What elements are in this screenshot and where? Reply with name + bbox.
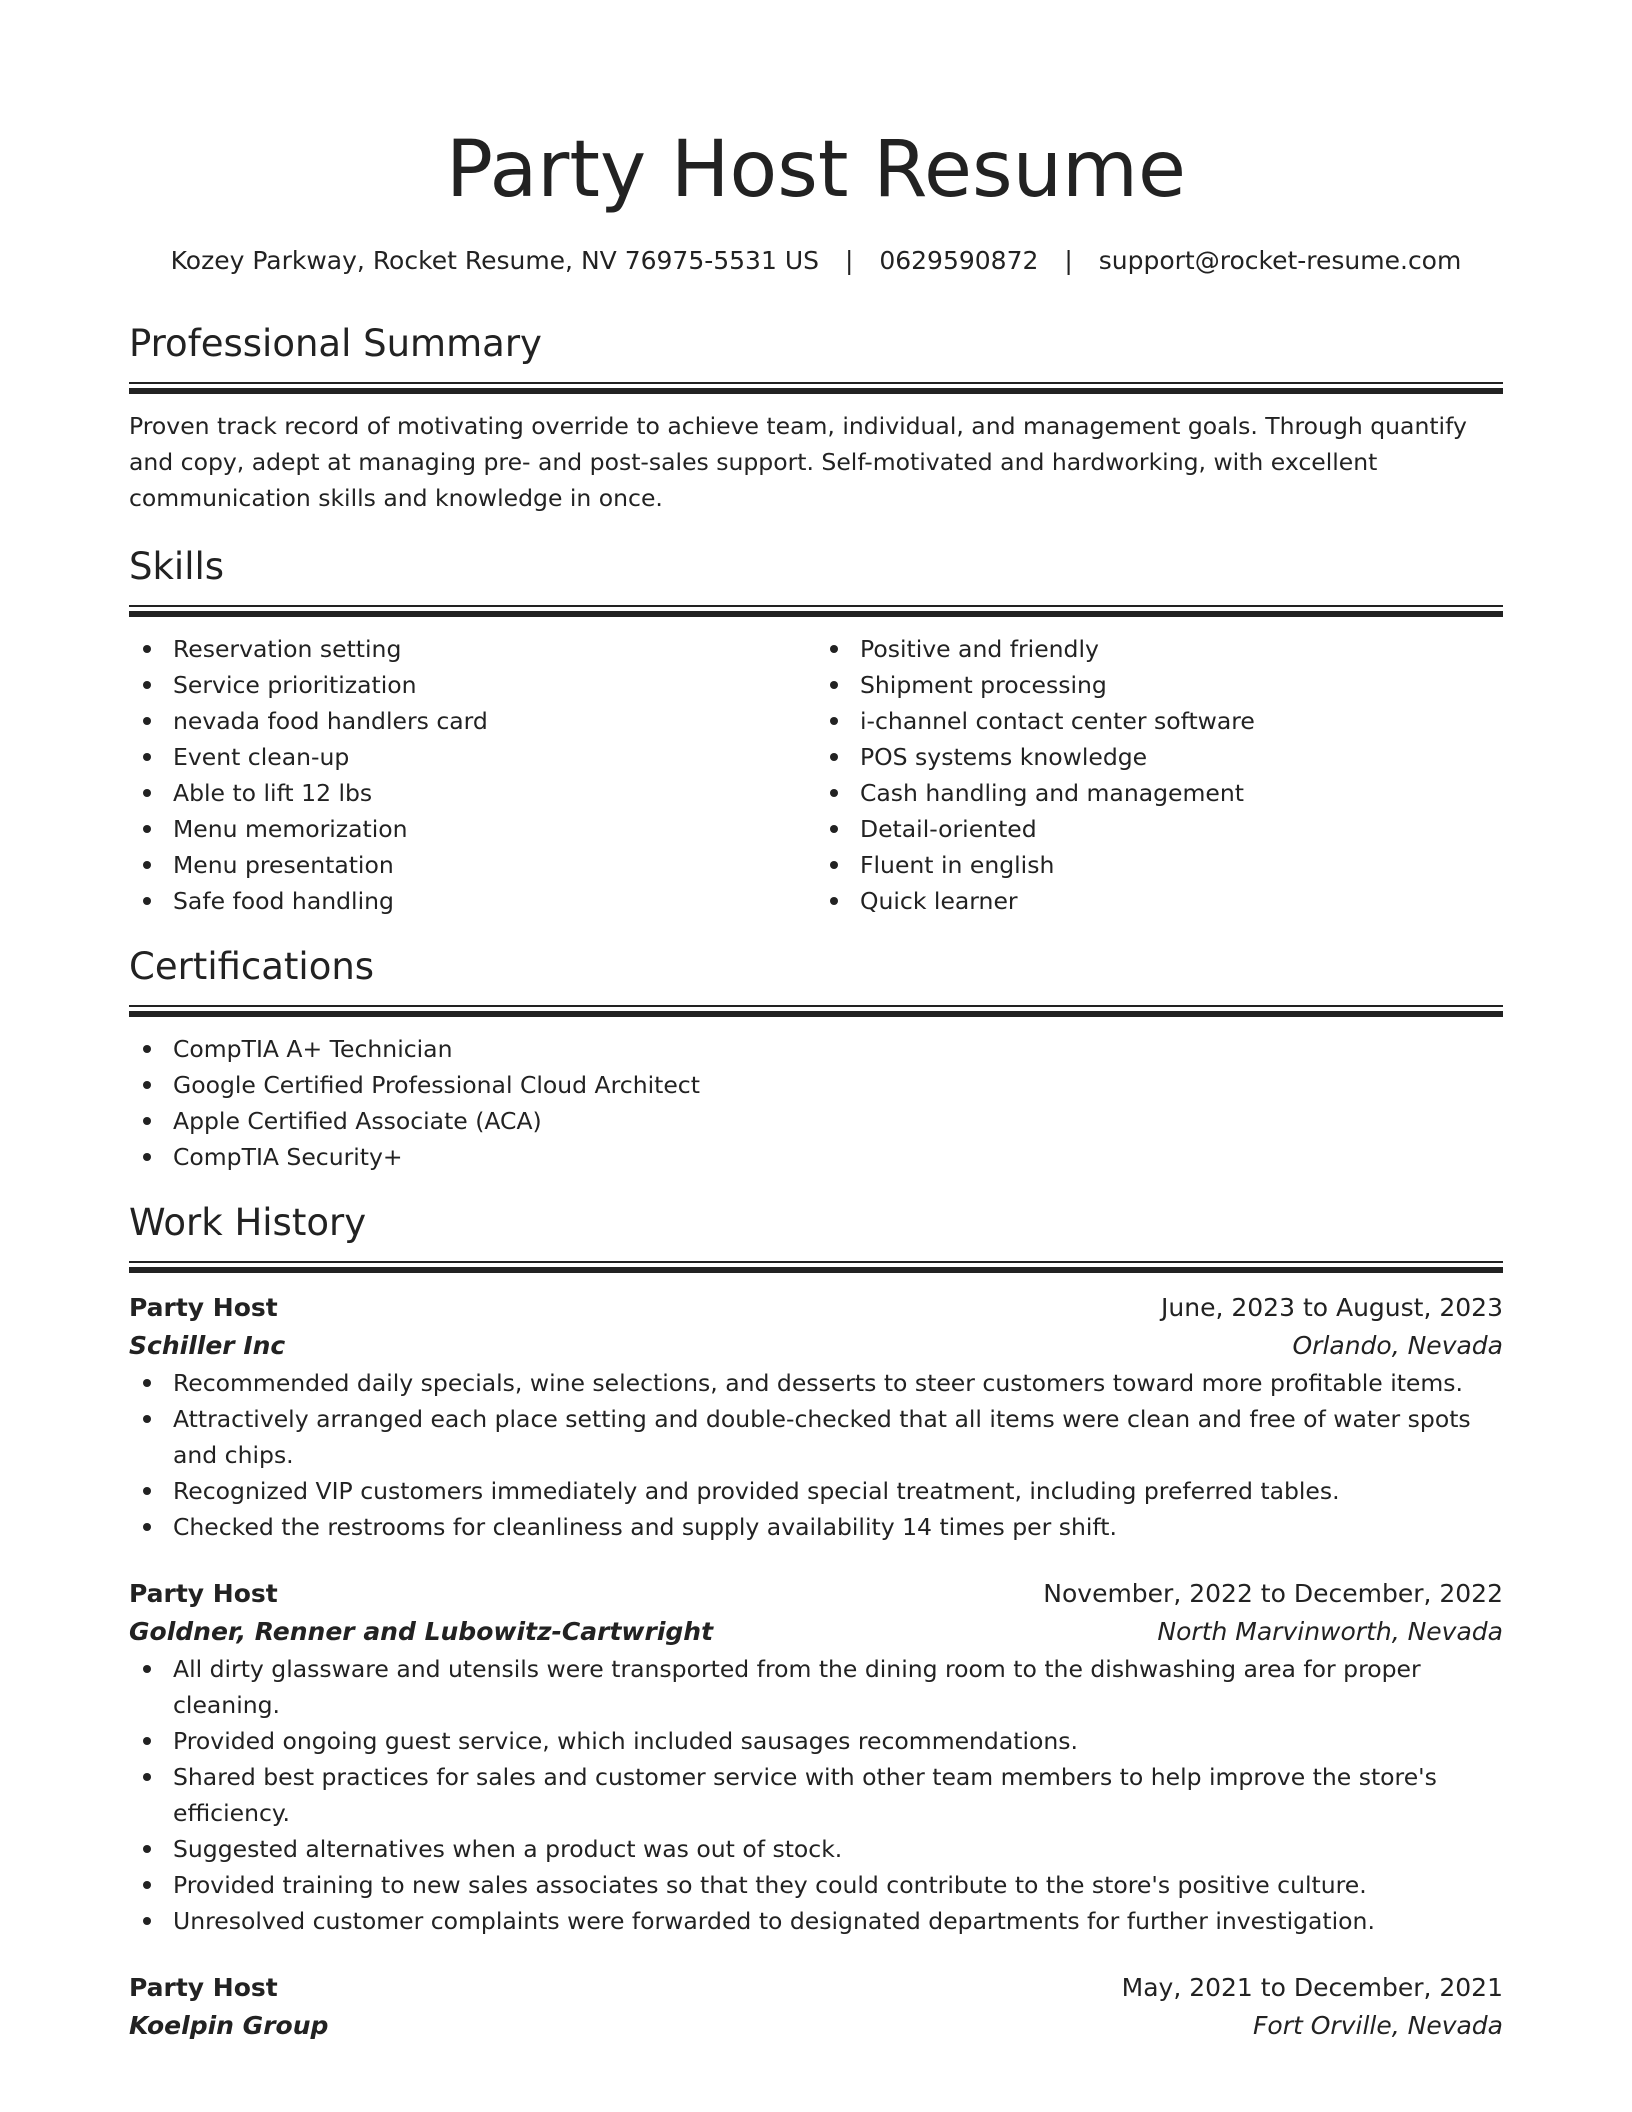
contact-phone: 0629590872: [879, 246, 1039, 275]
skills-right-list: [816, 631, 1503, 919]
skills-left-column: [129, 631, 816, 919]
skill-item: Cash handling and management: [860, 775, 1503, 811]
job-bullet: Provided training to new sales associates so that they could contribute to the store's positive culture.: [173, 1867, 1503, 1903]
certification-item: Apple Certified Associate (ACA): [173, 1103, 1503, 1139]
job-entry: [129, 1575, 1503, 1939]
job-header: [129, 1969, 1503, 2007]
section-divider: [129, 605, 1503, 617]
certifications-heading: Certifications: [129, 945, 375, 988]
job-bullet: Shared best practices for sales and customer service with other team members to help improve the store's efficiency.: [173, 1759, 1503, 1831]
skill-item: Shipment processing: [860, 667, 1503, 703]
contact-email: support@rocket-resume.com: [1098, 246, 1462, 275]
section-divider: [129, 1005, 1503, 1017]
skill-item: Menu presentation: [173, 847, 816, 883]
job-title: Party Host: [129, 1293, 278, 1322]
job-bullet: Attractively arranged each place setting and double-checked that all items were clean and free of water spots and chips.: [173, 1401, 1503, 1473]
job-entry: [129, 1289, 1503, 1545]
job-subheader: [129, 1327, 1503, 1365]
job-dates: June, 2023 to August, 2023: [1161, 1293, 1503, 1322]
work-history-section: [129, 1199, 1503, 2045]
job-header: [129, 1289, 1503, 1327]
job-responsibilities: [129, 1651, 1503, 1939]
job-location: Orlando, Nevada: [1292, 1331, 1503, 1360]
job-header: [129, 1575, 1503, 1613]
resume-title: Party Host Resume: [445, 125, 1187, 215]
job-title: Party Host: [129, 1973, 278, 2002]
contact-address: Kozey Parkway, Rocket Resume, NV 76975-5531 US: [170, 246, 819, 275]
skill-item: Service prioritization: [173, 667, 816, 703]
summary-section: [129, 320, 1503, 516]
skill-item: Detail-oriented: [860, 811, 1503, 847]
job-bullet: Checked the restrooms for cleanliness and supply availability 14 times per shift.: [173, 1509, 1503, 1545]
skill-item: Fluent in english: [860, 847, 1503, 883]
work-history-heading: Work History: [129, 1201, 367, 1244]
skill-item: Menu memorization: [173, 811, 816, 847]
job-bullet: Recognized VIP customers immediately and provided special treatment, including preferred tables.: [173, 1473, 1503, 1509]
skill-item: nevada food handlers card: [173, 703, 816, 739]
summary-heading: Professional Summary: [129, 322, 542, 365]
skill-item: POS systems knowledge: [860, 739, 1503, 775]
skill-item: Safe food handling: [173, 883, 816, 919]
skill-item: Event clean-up: [173, 739, 816, 775]
job-dates: May, 2021 to December, 2021: [1121, 1973, 1503, 2002]
skills-heading: Skills: [129, 545, 225, 588]
skills-columns: [129, 631, 1503, 919]
section-divider: [129, 1261, 1503, 1273]
job-company: Schiller Inc: [129, 1331, 286, 1360]
contact-line: [129, 244, 1503, 278]
job-title: Party Host: [129, 1579, 278, 1608]
job-subheader: [129, 1613, 1503, 1651]
skill-item: Able to lift 12 lbs: [173, 775, 816, 811]
skill-item: i-channel contact center software: [860, 703, 1503, 739]
skills-left-list: [129, 631, 816, 919]
certifications-section: [129, 943, 1503, 1175]
skills-right-column: [816, 631, 1503, 919]
contact-separator: |: [844, 246, 854, 275]
job-bullet: Suggested alternatives when a product was out of stock.: [173, 1831, 1503, 1867]
contact-separator: |: [1064, 246, 1073, 275]
section-divider: [129, 382, 1503, 394]
certification-item: Google Certified Professional Cloud Architect: [173, 1067, 1503, 1103]
job-entry: [129, 1969, 1503, 2045]
job-subheader: [129, 2007, 1503, 2045]
skill-item: Quick learner: [860, 883, 1503, 919]
job-location: North Marvinworth, Nevada: [1157, 1617, 1503, 1646]
job-bullet: Provided ongoing guest service, which included sausages recommendations.: [173, 1723, 1503, 1759]
certification-item: CompTIA A+ Technician: [173, 1031, 1503, 1067]
job-company: Goldner, Renner and Lubowitz-Cartwright: [129, 1617, 714, 1646]
job-bullet: Unresolved customer complaints were forwarded to designated departments for further investigation.: [173, 1903, 1503, 1939]
summary-text: Proven track record of motivating override to achieve team, individual, and management goals. Through quantify and copy, adept at managing pre- and post-sales support. Self-motivated and hardworking, with excellent communication skills and knowledge in once.: [129, 412, 1467, 512]
certifications-list: [129, 1031, 1503, 1175]
job-dates: November, 2022 to December, 2022: [1043, 1579, 1503, 1608]
skills-section: [129, 543, 1503, 919]
job-location: Fort Orville, Nevada: [1253, 2011, 1503, 2040]
job-bullet: All dirty glassware and utensils were transported from the dining room to the dishwashing area for proper cleaning.: [173, 1651, 1503, 1723]
skill-item: Reservation setting: [173, 631, 816, 667]
skill-item: Positive and friendly: [860, 631, 1503, 667]
job-bullet: Recommended daily specials, wine selections, and desserts to steer customers toward more profitable items.: [173, 1365, 1503, 1401]
job-responsibilities: [129, 1365, 1503, 1545]
job-company: Koelpin Group: [129, 2011, 329, 2040]
certification-item: CompTIA Security+: [173, 1139, 1503, 1175]
